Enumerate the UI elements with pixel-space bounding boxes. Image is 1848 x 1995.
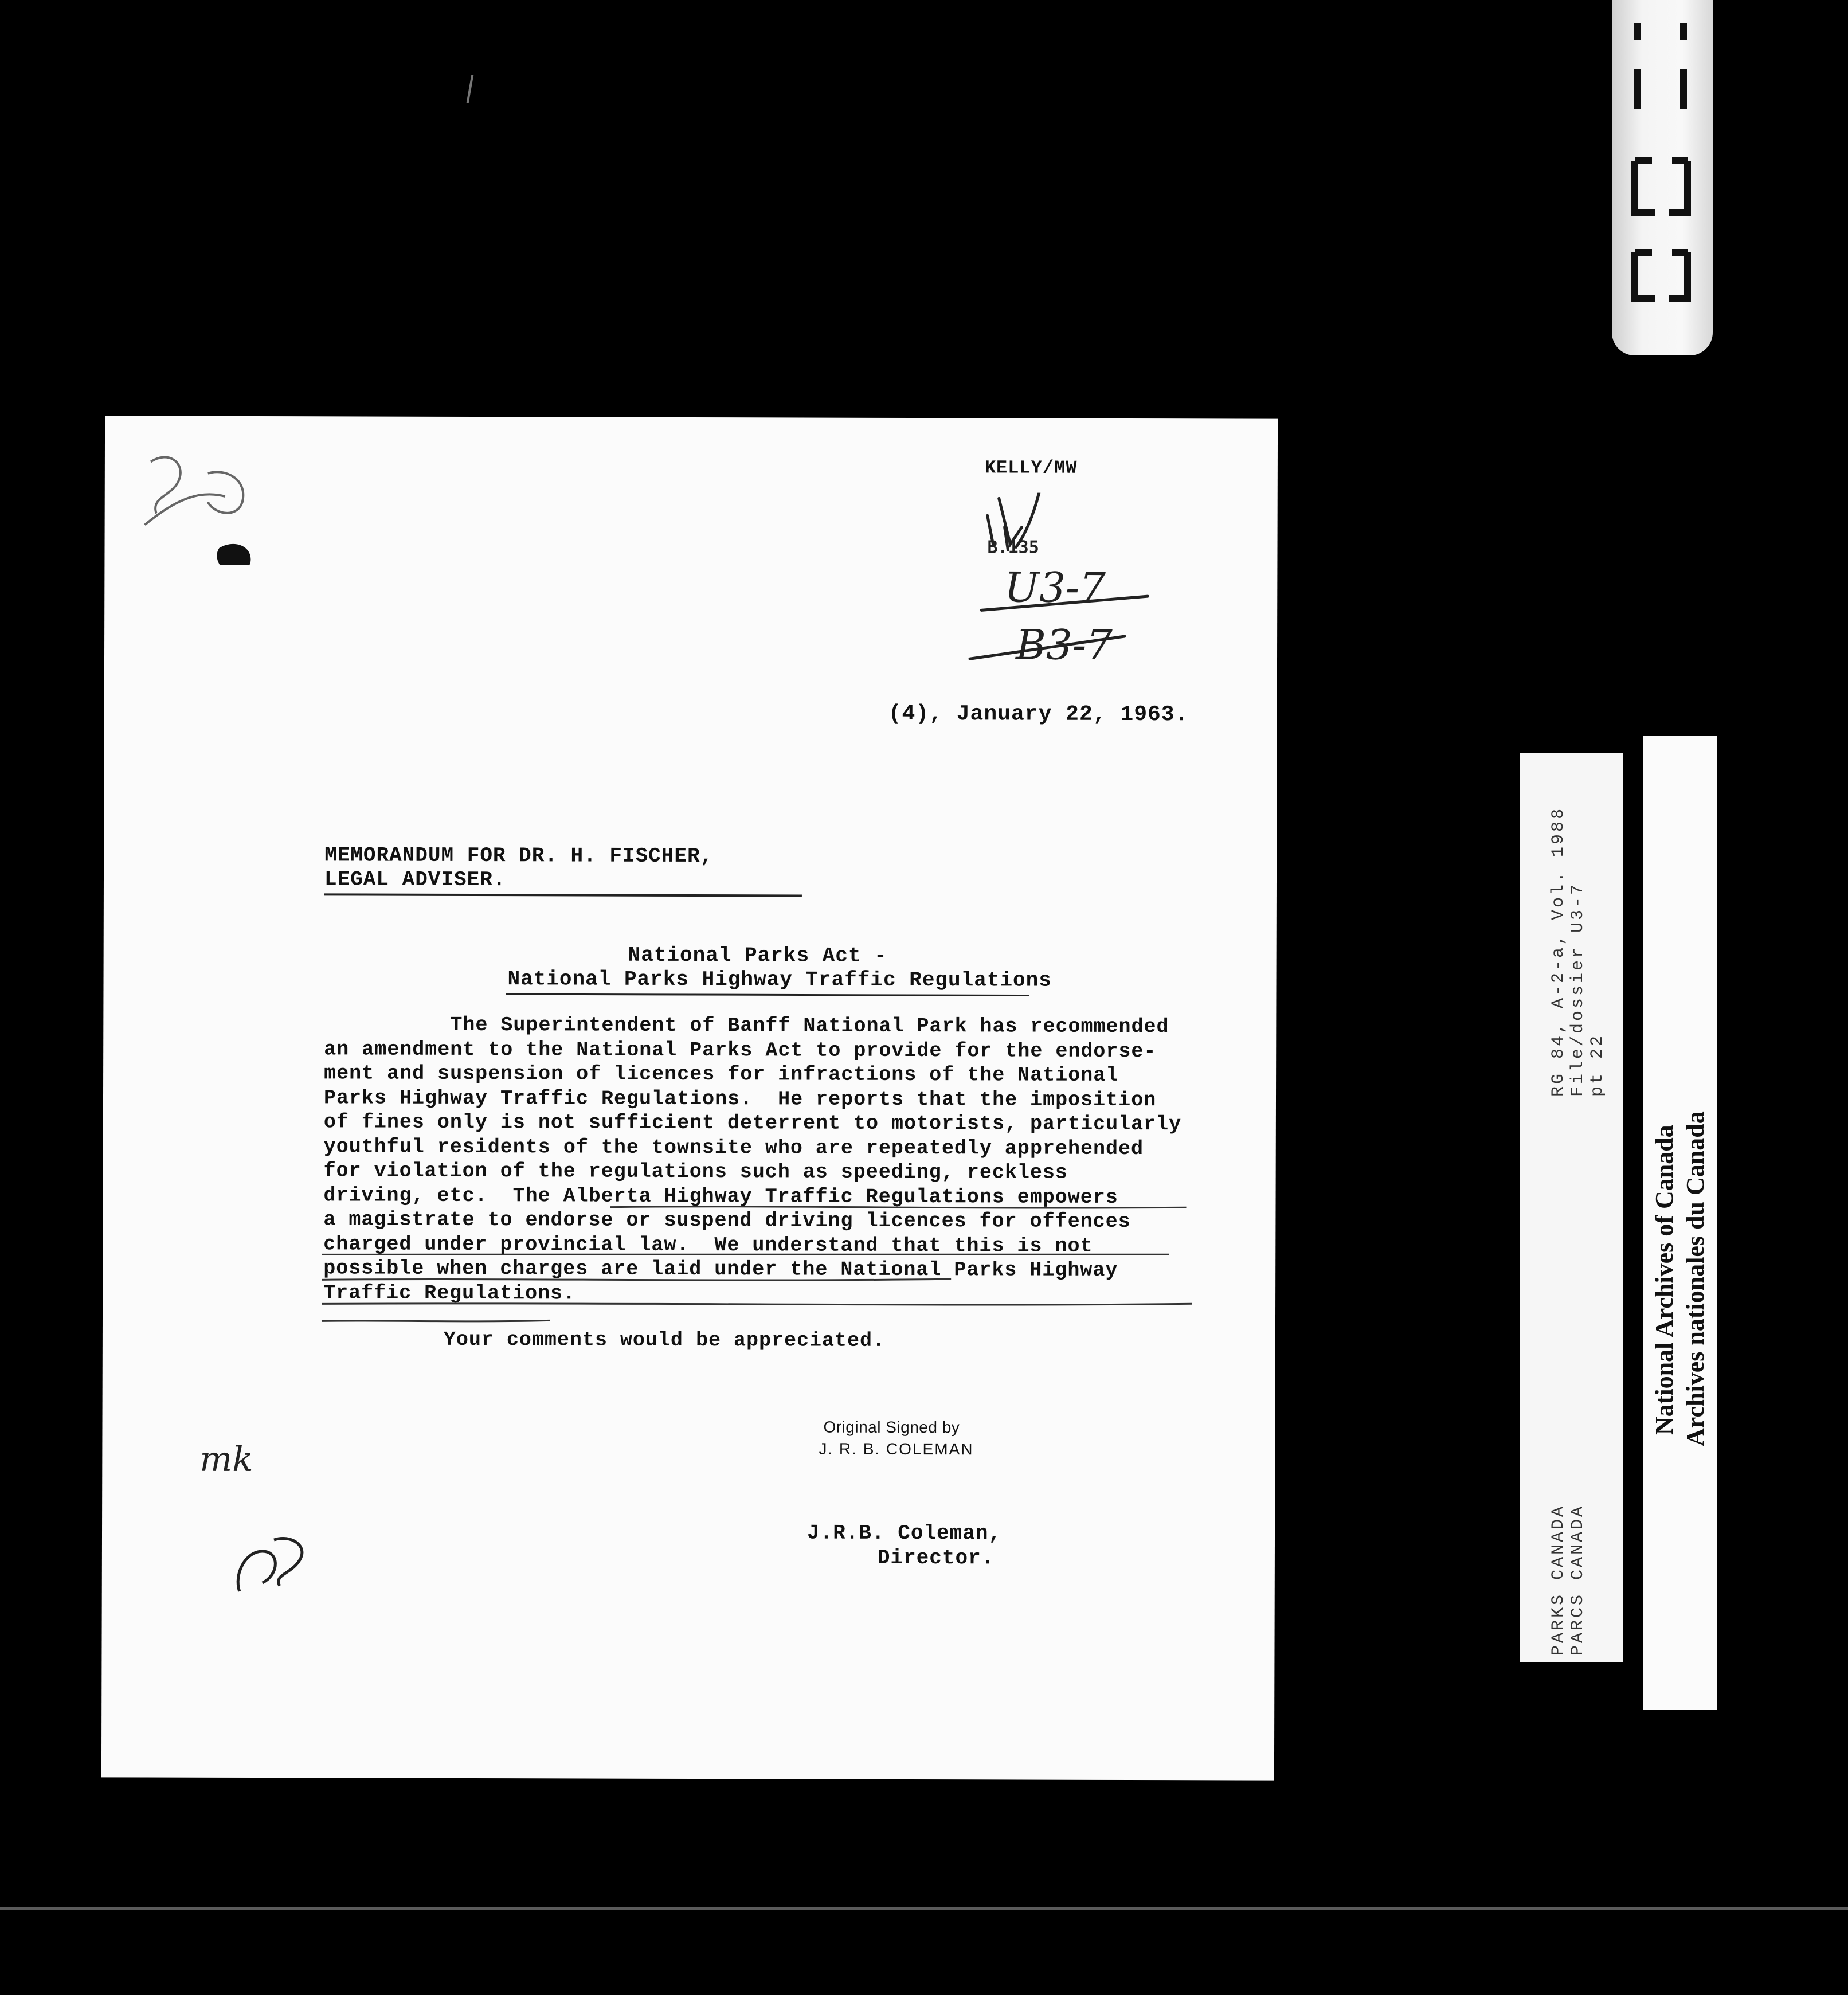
- body-line: youthful residents of the townsite who are repeatedly apprehended: [323, 1135, 1144, 1160]
- subject-line-1: National Parks Act -: [628, 943, 887, 968]
- margin-initials: [199, 1437, 349, 1609]
- margin-scribble-top: [133, 439, 271, 565]
- agency-line-fr: PARCS CANADA: [1568, 1504, 1588, 1656]
- body-line: an amendment to the National Parks Act to provide for the endorse-: [324, 1037, 1157, 1063]
- body-line: Parks Highway Traffic Regulations. He reports that the imposition: [323, 1086, 1157, 1112]
- memo-recipient-line-2: LEGAL ADVISER.: [324, 867, 506, 892]
- archive-name-en: National Archives of Canada: [1650, 1125, 1678, 1435]
- archive-reference-label: [1520, 753, 1623, 1662]
- memo-recipient-line-1: MEMORANDUM FOR DR. H. FISCHER,: [324, 843, 714, 869]
- signatory-name: J.R.B. Coleman,: [806, 1521, 1002, 1546]
- body-line: charged under provincial law. We understand that this is not: [323, 1232, 1093, 1258]
- recipient-underline: [323, 891, 805, 899]
- reference-line-3: pt 22: [1588, 1033, 1607, 1097]
- handwritten-underlines: [320, 1179, 1215, 1330]
- frame-number-digits: [1623, 23, 1701, 344]
- subject-line-2: National Parks Highway Traffic Regulations: [507, 967, 1052, 992]
- scan-edge-line: [0, 1907, 1848, 1910]
- body-line: for violation of the regulations such as speeding, reckless: [323, 1159, 1068, 1184]
- agency-line-en: PARKS CANADA: [1549, 1504, 1568, 1656]
- body-line: a magistrate to endorse or suspend driving licences for offences: [323, 1208, 1131, 1234]
- memo-date: (4), January 22, 1963.: [888, 701, 1189, 727]
- reference-line-1: RG 84, A-2-a, Vol. 1988: [1549, 806, 1568, 1097]
- reference-initials: KELLY/MW: [984, 457, 1078, 479]
- memorandum-sheet: [101, 416, 1278, 1780]
- reference-line-2: File/dossier U3-7: [1568, 882, 1588, 1097]
- signature-stamp-line-1: Original Signed by: [823, 1418, 960, 1437]
- archive-name-fr: Archives nationales du Canada: [1681, 1111, 1709, 1446]
- body-line: driving, etc. The Alberta Highway Traffic Regulations empowers: [323, 1183, 1118, 1209]
- file-code-b3-7: B3-7: [1015, 620, 1113, 669]
- closing-line: Your comments would be appreciated.: [443, 1328, 886, 1352]
- national-archives-label: [1643, 736, 1717, 1710]
- signatory-title: Director.: [877, 1546, 995, 1570]
- file-code-u3-7: U3-7: [1004, 563, 1106, 612]
- body-line: possible when charges are laid under the National Parks Highway: [323, 1257, 1118, 1282]
- subject-underline: [504, 991, 1032, 998]
- body-line: of fines only is not sufficient deterrent to motorists, particularly: [323, 1110, 1182, 1136]
- body-line: The Superintendent of Banff National Park has recommended: [324, 1013, 1169, 1039]
- stray-mark: [467, 75, 474, 103]
- handwritten-file-codes: [953, 492, 1160, 711]
- initials-note: B.135: [987, 537, 1039, 558]
- margin-initials-text: mk: [199, 1439, 253, 1480]
- body-line: ment and suspension of licences for infractions of the National: [324, 1062, 1119, 1087]
- signature-stamp-line-2: J. R. B. COLEMAN: [819, 1439, 974, 1458]
- frame-number-strip: [1612, 0, 1713, 355]
- body-line: Traffic Regulations.: [323, 1281, 576, 1305]
